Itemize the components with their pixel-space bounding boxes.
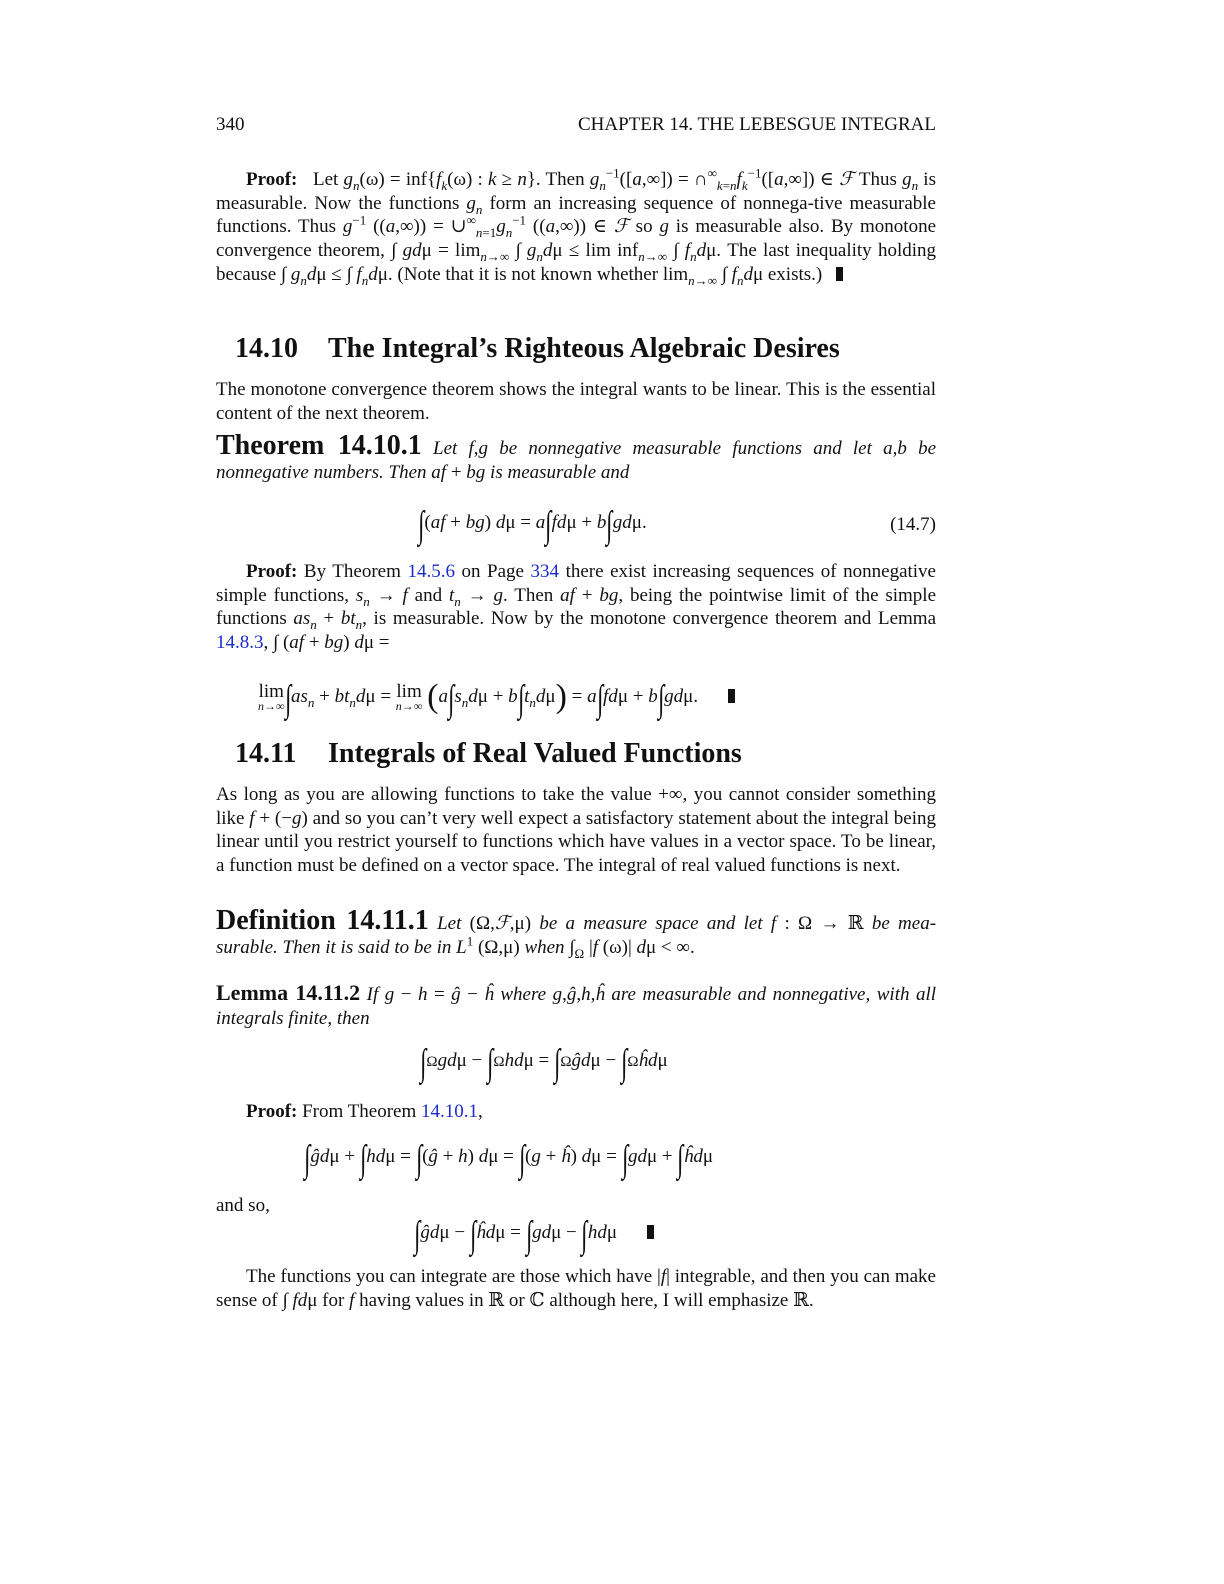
- section-heading-14-11: [235, 738, 742, 770]
- lemma-label: Lemma 14.11.2: [216, 980, 361, 1005]
- link-lemma-14-8-3[interactable]: 14.8.3: [216, 632, 264, 654]
- closing-paragraph: The functions you can integrate are those which have |f| integrable, and then you can make sense of ∫ fdμ for f having values in ℝ or ℂ although here, I will emphasize ℝ.: [216, 1266, 936, 1311]
- proof-paragraph-3: Proof: From Theorem 14.10.1,: [246, 1101, 483, 1122]
- section-title: Integrals of Real Valued Functions: [328, 738, 742, 769]
- equation-number: (14.7): [890, 514, 936, 535]
- qed-mark: [728, 689, 735, 703]
- section-heading-14-10: [235, 333, 840, 365]
- link-page-334[interactable]: 334: [530, 561, 560, 582]
- equation-14-7: ∫(af + bg) dμ = a∫fdμ + b∫gdμ.: [418, 504, 647, 546]
- definition-14-11-1: Definition 14.11.1 Let (Ω,ℱ,μ) be a measure space and let f : Ω → ℝ be mea-surable. Then it is said to be in $L^1$ (Ω,μ) when $\int_\Omega$ |f (ω)| dμ < ∞.: [216, 905, 937, 961]
- proof-label: Proof:: [246, 169, 298, 190]
- definition-label: Definition 14.11.1: [216, 905, 429, 936]
- proof-label: Proof:: [246, 1101, 298, 1122]
- section-intro: The monotone convergence theorem shows the integral wants to be linear. This is the essential content of the next theorem.: [216, 379, 936, 424]
- section-title: The Integral’s Righteous Algebraic Desires: [328, 333, 840, 364]
- proof-paragraph-2: Proof: By Theorem 14.5.6 on Page 334 there exist increasing sequences of nonnegative simple functions, $s_n \to f$ and $t_n \to g$. Then af + bg, being the pointwise limit of the simple functions $as_n + bt_n$, is measurable. Now by the monotone convergence theorem and Lemma 14.8.3, ∫ (af + bg) dμ =: [216, 561, 937, 654]
- equation-proof-3b: ∫ĝdμ − ∫ĥdμ = ∫gdμ − ∫hdμ: [414, 1216, 654, 1254]
- section-14-11-paragraph: As long as you are allowing functions to take the value +∞, you cannot consider something like f + (−g) and so you can’t very well expect a satisfactory statement about the integral being linear until you restrict yourself to functions which have values in a vector space. To be linear, a function must be defined on a vector space. The integral of real valued functions is next.: [216, 784, 936, 877]
- equation-proof-2: lim n→∞ $\int as_n + bt_nd\mu = \lim$ n→∞ $(a\int s_nd\mu + b\int t_nd\mu) = a\int fd\mu + b\int gd\mu$.: [258, 678, 735, 718]
- lemma-14-11-2: Lemma 14.11.2 If g − h = ĝ − ĥ where g,ĝ,h,ĥ are measurable and nonnegative, with all integrals finite, then: [216, 980, 937, 1029]
- theorem-label: Theorem 14.10.1: [216, 430, 422, 461]
- equation-proof-3a: ∫ĝdμ + ∫hdμ = ∫(ĝ + h) dμ = ∫(g + ĥ) dμ = ∫gdμ + ∫ĥdμ: [304, 1138, 713, 1180]
- proof-label: Proof:: [246, 561, 298, 582]
- link-theorem-14-10-1[interactable]: 14.10.1: [421, 1101, 479, 1122]
- link-theorem-14-5-6[interactable]: 14.5.6: [407, 561, 455, 582]
- theorem-14-10-1: Theorem 14.10.1 Let f,g be nonnegative measurable functions and let a,b be nonnegative numbers. Then af + bg is measurable and: [216, 430, 936, 483]
- and-so-text: and so,: [216, 1195, 270, 1216]
- running-title: CHAPTER 14. THE LEBESGUE INTEGRAL: [578, 114, 936, 135]
- section-number: 14.10: [235, 333, 298, 364]
- proof-paragraph-1: Proof: Let $g_n(\omega) = inf\{f_k(\omega)$ : k ≥ n}. Then $g_n^{-1}([a,\infty])$ = $\cap^\infty_{k=n}f_k^{-1}([a,\infty])$ ∈ ℱ Thus $g_n$ is measurable. Now the functions $g_n$ form an increasing sequence of nonnega-tive measurable functions. Thus $g^{-1}$ $((a,\infty)) = \cup^\infty_{n=1}g_n^{-1}$ ((a,∞)) ∈ ℱ so g is measurable also. By monotone convergence theorem, ∫ $gd\mu = \lim_{n\to\infty}$ ∫ $g_nd\mu \le \lim inf_{n\to\infty}$ ∫ $f_nd\mu$. The last inequality holding because ∫ $g_nd\mu$ ≤ ∫ $f_nd\mu$. (Note that it is not known whether $\lim_{n\to\infty}$ ∫ $f_nd\mu$ exists.): [216, 165, 937, 288]
- section-number: 14.11: [235, 738, 297, 769]
- page-number: 340: [216, 114, 245, 135]
- qed-mark: [836, 267, 843, 281]
- equation-lemma: ∫Ωgdμ − ∫Ωhdμ = ∫Ωĝdμ − ∫Ωĥdμ: [420, 1042, 668, 1084]
- qed-mark: [647, 1225, 654, 1239]
